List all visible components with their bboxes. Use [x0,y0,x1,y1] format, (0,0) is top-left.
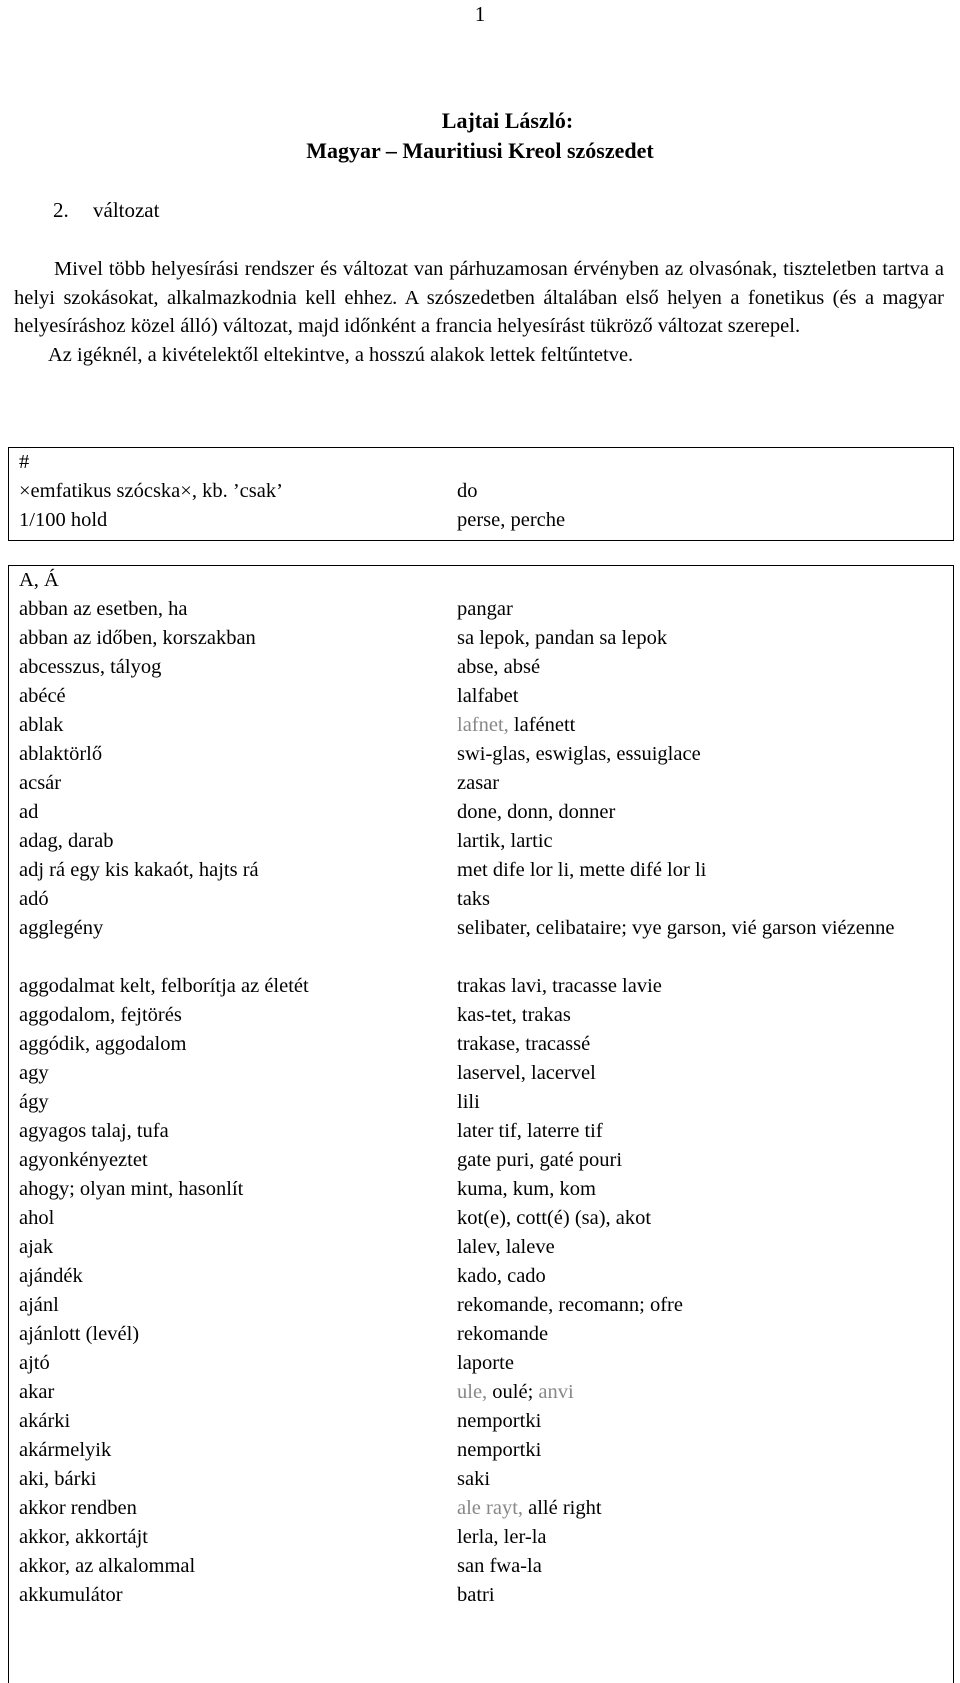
kreol-term: laservel, lacervel [457,1062,596,1084]
kreol-variant: lafénett [508,714,576,736]
table-row [9,1262,953,1291]
kreol-term: trakas lavi, tracasse lavie [457,975,662,997]
hungarian-term: ajánl [19,1294,59,1316]
table-row [9,827,953,856]
hungarian-term: akkor, akkortájt [19,1526,148,1548]
kreol-term: taks [457,888,491,910]
table-row [9,682,953,711]
hungarian-term: akármelyik [19,1439,112,1461]
hungarian-term: agy [19,1062,49,1084]
page-number: 1 [474,2,486,26]
kreol-term: kot(e), cott(é) (sa), akot [457,1207,652,1229]
table-row [9,506,953,535]
kreol-term: batri [457,1584,495,1606]
hungarian-term: aggodalom, fejtörés [19,1004,182,1026]
kreol-term: lili [457,1091,480,1113]
kreol-term: gate puri, gaté pouri [457,1149,623,1171]
table-row [9,1001,953,1030]
hungarian-term: ajtó [19,1352,50,1374]
hungarian-term: aggodalmat kelt, felborítja az életét [19,975,309,997]
version-label: változat [93,198,160,222]
kreol-term: lerla, ler-la [457,1526,547,1548]
kreol-variant-gray: ule, [457,1381,488,1403]
kreol-term: kuma, kum, kom [457,1178,596,1200]
kreol-term: san fwa-la [457,1555,542,1577]
table-row [9,1233,953,1262]
section-header-row [9,448,953,477]
hungarian-term: akar [19,1381,55,1403]
hungarian-term: ahogy; olyan mint, hasonlít [19,1178,244,1200]
kreol-term [457,1378,947,1407]
section-header: # [19,451,30,473]
hungarian-term: ajándék [19,1265,83,1287]
kreol-term [457,1494,947,1523]
hungarian-term: akárki [19,1410,71,1432]
hungarian-term: adó [19,888,49,910]
table-row [9,624,953,653]
hungarian-term: abban az esetben, ha [19,598,188,620]
table-row [9,1088,953,1117]
table-row [9,1407,953,1436]
table-row [9,1494,953,1523]
table-row [9,856,953,885]
table-row [9,711,953,740]
table-row [9,1320,953,1349]
table-row [9,1204,953,1233]
hungarian-term: akkumulátor [19,1584,123,1606]
hash-section [8,447,954,541]
version-number: 2. [53,198,69,222]
section-header-row [9,566,953,595]
intro-text [14,255,944,369]
kreol-term: lartik, lartic [457,830,553,852]
table-row [9,1523,953,1552]
hungarian-term: agyonkényeztet [19,1149,148,1171]
table-row [9,1030,953,1059]
kreol-term [457,711,947,740]
table-row [9,1436,953,1465]
version-heading [53,198,159,223]
hungarian-term: agyagos talaj, tufa [19,1120,169,1142]
table-row [9,1581,953,1610]
hungarian-term: acsár [19,772,62,794]
table-row [9,1465,953,1494]
kreol-term: pangar [457,598,513,620]
kreol-term: do [457,480,478,502]
table-row [9,595,953,624]
table-row [9,740,953,769]
kreol-term: met dife lor li, mette difé lor li [457,859,707,881]
table-row [9,798,953,827]
kreol-variant-gray: anvi [533,1381,574,1403]
kreol-variant: oulé; [487,1381,534,1403]
hungarian-term: 1/100 hold [19,509,108,531]
kreol-term: abse, absé [457,656,541,678]
table-row [9,1291,953,1320]
kreol-term: laporte [457,1352,514,1374]
kreol-term: later tif, laterre tif [457,1120,603,1142]
hungarian-term: akkor rendben [19,1497,137,1519]
intro-note: Az igéknél, a kivételektől eltekintve, a hosszú alakok lettek feltűntetve. [48,343,634,366]
a-section [8,565,954,1683]
hungarian-term: adj rá egy kis kakaót, hajts rá [19,859,259,881]
hungarian-term: abcesszus, tályog [19,656,162,678]
kreol-term: zasar [457,772,500,794]
hungarian-term: aki, bárki [19,1468,97,1490]
kreol-term: perse, perche [457,509,566,531]
hungarian-term: agglegény [19,917,104,939]
kreol-term: nemportki [457,1439,542,1461]
table-row [9,1175,953,1204]
hungarian-term: ajak [19,1236,54,1258]
table-row [9,1552,953,1581]
table-row [9,477,953,506]
kreol-variant-gray: ale rayt, [457,1497,524,1519]
kreol-term: rekomande [457,1323,549,1345]
kreol-term: saki [457,1468,491,1490]
hungarian-term: ad [19,801,39,823]
hungarian-term: aggódik, aggodalom [19,1033,187,1055]
intro-paragraph: Mivel több helyesírási rendszer és változat van párhuzamosan érvényben az olvasónak, tiszteletben tartva a helyi szokásokat, alkalmazkodnia kell ehhez. A szószedetben általában első helyen a fonetikus (és a magyar helyesíráshoz közel álló) változat, majd időnként a francia helyesírást tükröző változat szerepel. [14,258,944,337]
title-author: Lajtai László: [441,108,574,133]
kreol-term: kas-tet, trakas [457,1004,571,1026]
table-row [9,1117,953,1146]
kreol-term: lalfabet [457,685,519,707]
table-row [9,1378,953,1407]
document-title [0,106,960,166]
kreol-term: sa lepok, pandan sa lepok [457,627,668,649]
hungarian-term: ahol [19,1207,55,1229]
table-row [9,769,953,798]
kreol-term: lalev, laleve [457,1236,555,1258]
table-row [9,653,953,682]
kreol-term: trakase, tracassé [457,1033,591,1055]
kreol-term: swi-glas, eswiglas, essuiglace [457,743,701,765]
hungarian-term: ablak [19,714,64,736]
hungarian-term: ajánlott (levél) [19,1323,140,1345]
table-row [9,1059,953,1088]
hungarian-term: ×emfatikus szócska×, kb. ’csak’ [19,480,283,502]
kreol-variant: allé right [523,1497,602,1519]
kreol-term: selibater, celibataire; vye garson, vié garson viézenne [457,917,895,939]
title-subject: Magyar – Mauritiusi Kreol szószedet [306,138,654,163]
kreol-term: kado, cado [457,1265,546,1287]
hungarian-term: abécé [19,685,66,707]
hungarian-term: ablaktörlő [19,743,103,765]
kreol-term: rekomande, recomann; ofre [457,1294,683,1316]
hungarian-term: adag, darab [19,830,114,852]
table-row [9,1349,953,1378]
table-row [9,1146,953,1175]
kreol-term: nemportki [457,1410,542,1432]
kreol-variant-gray: lafnet, [457,714,509,736]
kreol-term: done, donn, donner [457,801,616,823]
hungarian-term: ágy [19,1091,49,1113]
table-row [9,885,953,914]
hungarian-term: abban az időben, korszakban [19,627,256,649]
table-row [9,914,953,972]
table-row [9,972,953,1001]
section-header: A, Á [19,569,59,591]
hungarian-term: akkor, az alkalommal [19,1555,196,1577]
